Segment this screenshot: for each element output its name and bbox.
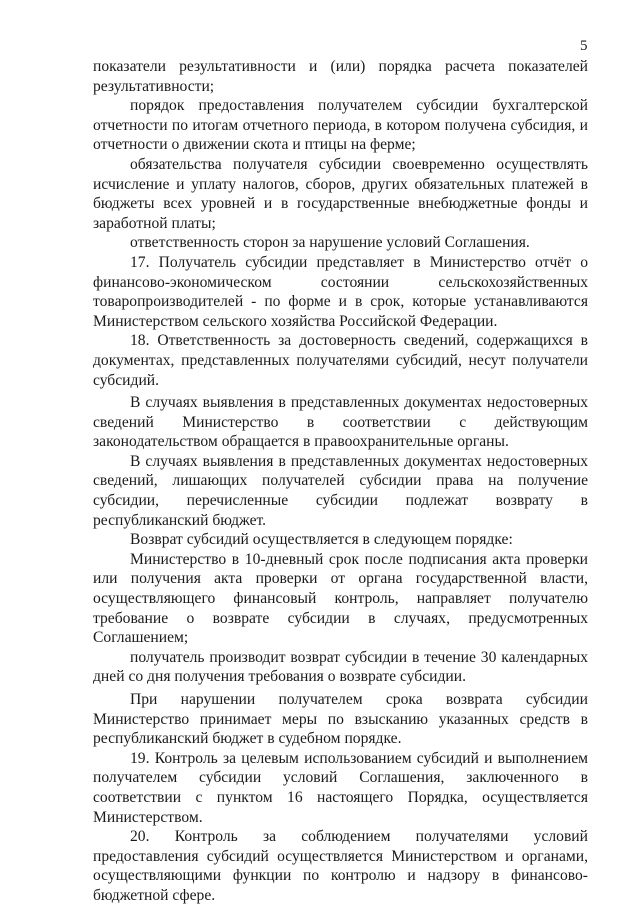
paragraph-refund-procedure: Возврат субсидий осуществляется в следующем порядке: <box>130 531 513 549</box>
paragraph-party-liability: ответственность сторон за нарушение условий Соглашения. <box>130 234 530 252</box>
paragraph-18: 18. Ответственность за достоверность сведений, содержащихся в документах, представленных получателями субсидий, несут получатели субсидий. <box>93 332 588 389</box>
paragraph-false-data-law-enforcement: В случаях выявления в представленных документах недостоверных сведений Министерство в соответствии с действующим законодательством обращается в правоохранительные органы. <box>93 394 588 451</box>
paragraph-20: 20. Контроль за соблюдением получателями условий предоставления субсидий осуществляется Министерством и органами, осуществляющими функции по контролю и надзору в финансово-бюджетной сфере. <box>93 828 588 904</box>
paragraph-result-indicators: показатели результативности и (или) порядка расчета показателей результативности; <box>93 58 588 95</box>
page-number: 5 <box>580 38 588 54</box>
paragraph-19: 19. Контроль за целевым использованием субсидий и выполнением получателем субсидии условий Соглашения, заключенного в соответствии с пунктом 16 настоящего Порядка, осуществляется Министерством. <box>93 749 588 826</box>
paragraph-recipient-refund: получатель производит возврат субсидии в течение 30 календарных дней со дня получения требования о возврате субсидии. <box>93 648 588 686</box>
paragraph-17: 17. Получатель субсидии представляет в Министерство отчёт о финансово-экономическом состоянии сельскохозяйственных товаропроизводителей - по форме и в срок, которые устанавливаются Министерством сельского хозяйства Российской Федерации. <box>93 253 588 330</box>
paragraph-ministry-demand: Министерство в 10-дневный срок после подписания акта проверки или получения акта проверки от органа государственной власти, осуществляющего финансовый контроль, направляет получателю требование о возврате субсидии в случаях, предусмотренных Соглашением; <box>93 550 588 647</box>
document-body <box>93 57 588 906</box>
paragraph-accounting-reports: порядок предоставления получателем субсидии бухгалтерской отчетности по итогам отчетного периода, в котором получена субсидия, и отчетности о движении скота и птицы на ферме; <box>93 97 588 154</box>
paragraph-tax-obligations: обязательства получателя субсидии своевременно осуществлять исчисление и уплату налогов, сборов, других обязательных платежей в бюджеты всех уровней и в государственные внебюджетные фонды и заработной платы; <box>93 155 588 232</box>
paragraph-false-data-refund: В случаях выявления в представленных документах недостоверных сведений, лишающих получателей субсидии права на получение субсидии, перечисленные субсидии подлежат возврату в республиканский бюджет. <box>93 452 588 529</box>
paragraph-court-recovery: При нарушении получателем срока возврата субсидии Министерство принимает меры по взысканию указанных средств в республиканский бюджет в судебном порядке. <box>93 691 588 748</box>
